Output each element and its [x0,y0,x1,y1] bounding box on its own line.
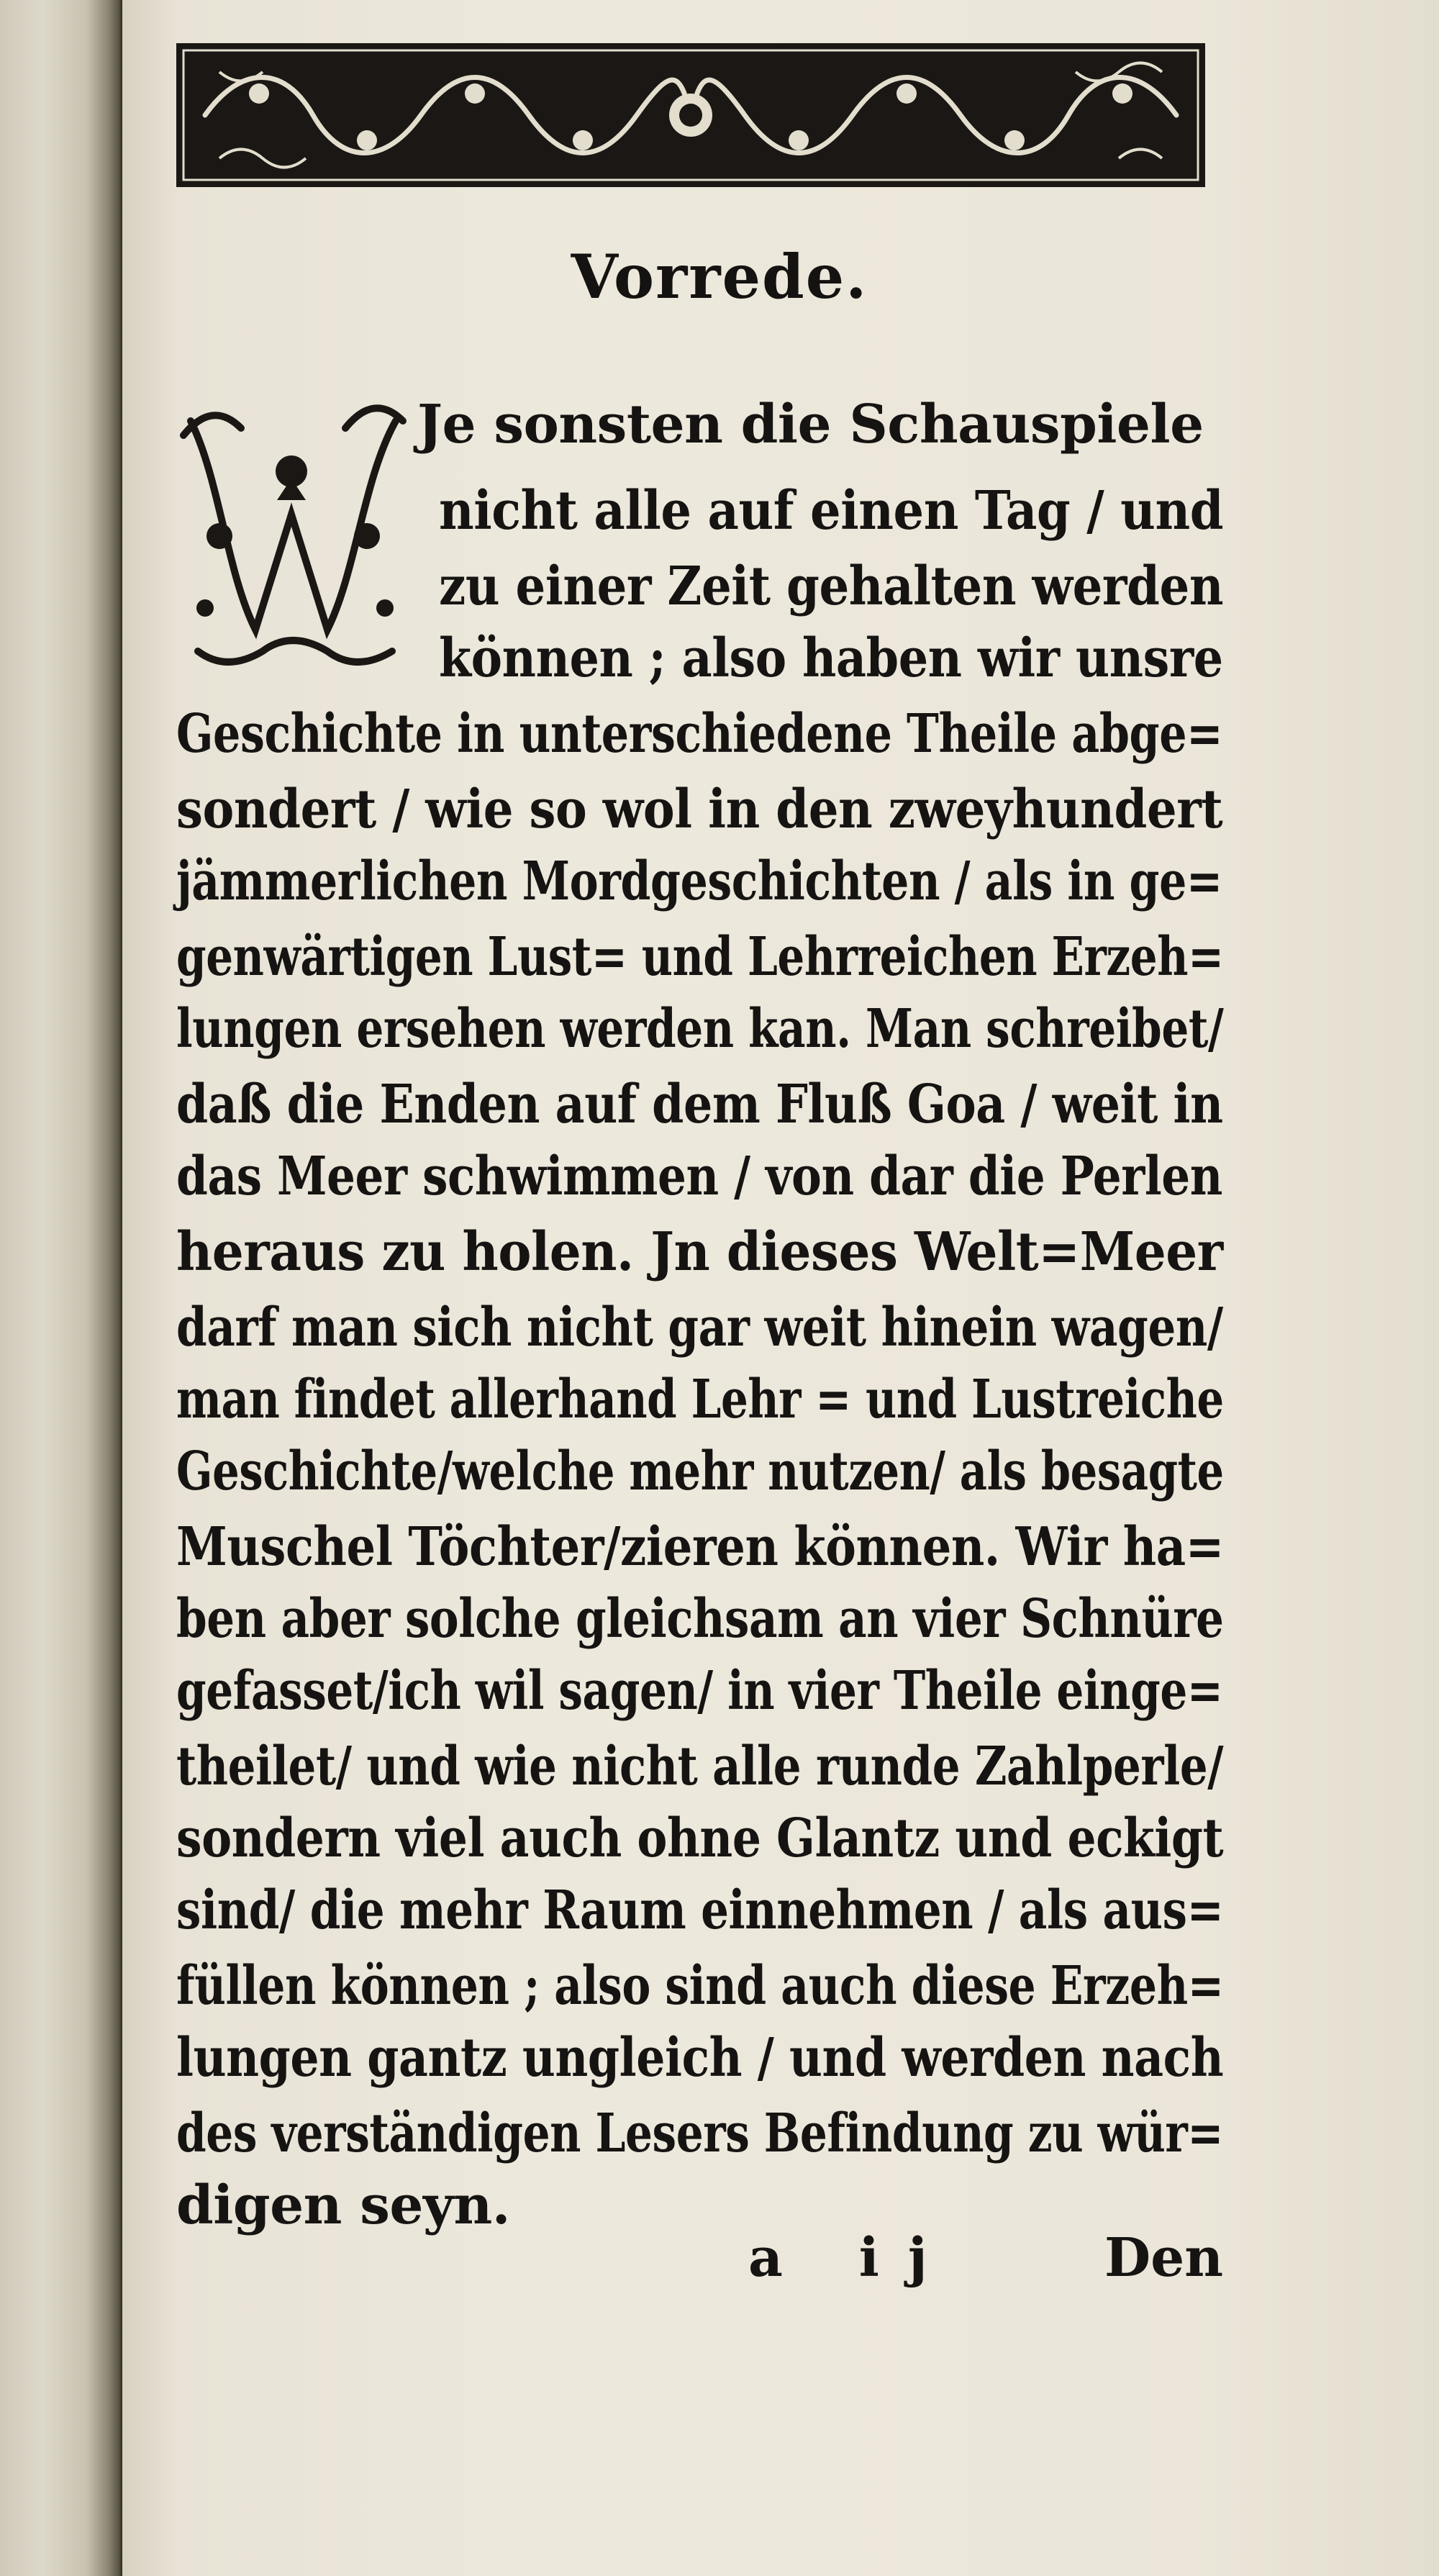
left-page-gutter [0,0,122,2576]
text-line: zu einer Zeit gehalten werden [439,555,1224,617]
text-line: daß die Enden auf dem Fluß Goa / weit in [176,1074,1223,1135]
text-line: sind/ die mehr Raum einnehmen / als aus= [176,1879,1224,1941]
text-line: das Meer schwimmen / von dar die Perlen [176,1146,1222,1207]
text-line: lungen gantz ungleich / und werden nach [176,2027,1224,2089]
signature-mark: a ij [748,2227,956,2289]
ornamental-headpiece [176,43,1205,187]
text-line: Je sonsten die Schauspiele [417,394,1204,455]
text-line: heraus zu holen. Jn dieses Welt=Meer [176,1221,1223,1283]
catchword: Den [1104,2227,1224,2289]
text-line: sondert / wie so wol in den zweyhundert [176,779,1223,840]
text-line: Geschichte in unterschiedene Theile abge= [176,703,1223,765]
text-line: sondern viel auch ohne Glantz und eckigt [176,1808,1224,1869]
page-heading: Vorrede. [571,241,868,312]
text-line: des verständigen Lesers Befindung zu wür= [176,2103,1224,2164]
text-line: digen seyn. [176,2174,511,2236]
text-line: Muschel Töchter/zieren können. Wir ha= [176,1516,1224,1578]
text-line: gefasset/ich wil sagen/ in vier Theile einge= [176,1660,1223,1722]
decorated-initial-letter [176,392,410,676]
text-line: theilet/ und wie nicht alle runde Zahlperle/ [176,1736,1224,1797]
text-line: können ; also haben wir unsre [439,627,1223,689]
text-line: lungen ersehen werden kan. Man schreibet/ [176,998,1224,1060]
text-line: Geschichte/welche mehr nutzen/ als besagte [176,1441,1224,1502]
text-line: nicht alle auf einen Tag / und [439,480,1224,542]
text-line: man findet allerhand Lehr = und Lustreiche [176,1369,1224,1430]
text-line: darf man sich nicht gar weit hinein wagen/ [176,1297,1223,1359]
text-line: füllen können ; also sind auch diese Erzeh= [176,1955,1224,2017]
text-line: ben aber solche gleichsam an vier Schnüre [176,1588,1224,1650]
text-line: genwärtigen Lust= und Lehrreichen Erzeh= [176,926,1224,988]
text-line: jämmerlichen Mordgeschichten / als in ge= [176,851,1222,912]
